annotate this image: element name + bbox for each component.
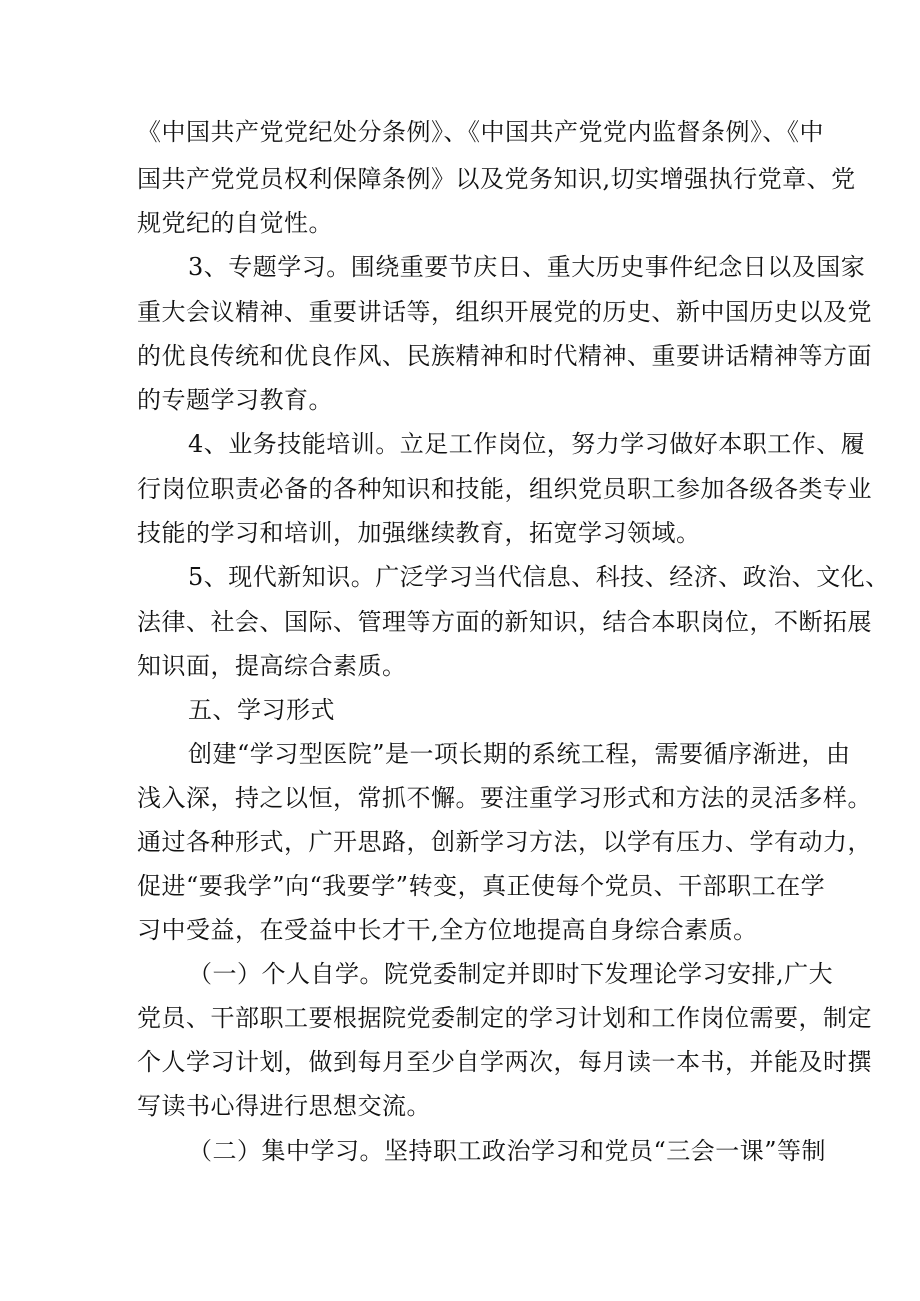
text-line: （一）个人自学。院党委制定并即时下发理论学习安排,广大 [188,960,834,988]
text-line: 法律、社会、国际、管理等方面的新知识，结合本职岗位，不断拓展 [137,608,872,636]
text-line: 促进“要我学”向“我要学”转变，真正使每个党员、干部职工在学 [137,872,826,900]
text-line: 的优良传统和优良作风、民族精神和时代精神、重要讲话精神等方面 [137,342,872,370]
text-line: 重大会议精神、重要讲话等，组织开展党的历史、新中国历史以及党 [137,298,872,326]
text-line: 写读书心得进行思想交流。 [137,1092,431,1120]
text-line: 个人学习计划，做到每月至少自学两次，每月读一本书，并能及时撰 [137,1048,872,1076]
text-line: 国共产党党员权利保障条例》以及党务知识,切实增强执行党章、党 [137,165,856,193]
text-line: 党员、干部职工要根据院党委制定的学习计划和工作岗位需要，制定 [137,1004,872,1032]
text-line: 4、业务技能培训。立足工作岗位，努力学习做好本职工作、履 [188,430,866,458]
text-line: 5、现代新知识。广泛学习当代信息、科技、经济、政治、文化、 [188,563,890,591]
text-line: 习中受益，在受益中长才干,全方位地提高自身综合素质。 [137,916,758,944]
text-line: 通过各种形式，广开思路，创新学习方法，以学有压力、学有动力， [137,828,872,856]
text-line: （二）集中学习。坚持职工政治学习和党员“三会一课”等制 [188,1137,827,1165]
section-heading: 五、学习形式 [188,696,335,724]
text-line: 浅入深，持之以恒，常抓不懈。要注重学习形式和方法的灵活多样。 [137,784,872,812]
text-line: 创建“学习型医院”是一项长期的系统工程，需要循序渐进，由 [188,740,851,768]
text-line: 规党纪的自觉性。 [137,209,333,237]
text-line: 3、专题学习。围绕重要节庆日、重大历史事件纪念日以及国家 [188,253,866,281]
text-line: 技能的学习和培训，加强继续教育，拓宽学习领域。 [137,519,701,547]
text-line: 行岗位职责必备的各种知识和技能，组织党员职工参加各级各类专业 [137,475,872,503]
text-line: 知识面，提高综合素质。 [137,652,407,680]
text-line: 《中国共产党党纪处分条例》、《中国共产党党内监督条例》、《中 [137,118,824,146]
text-line: 的专题学习教育。 [137,386,333,414]
